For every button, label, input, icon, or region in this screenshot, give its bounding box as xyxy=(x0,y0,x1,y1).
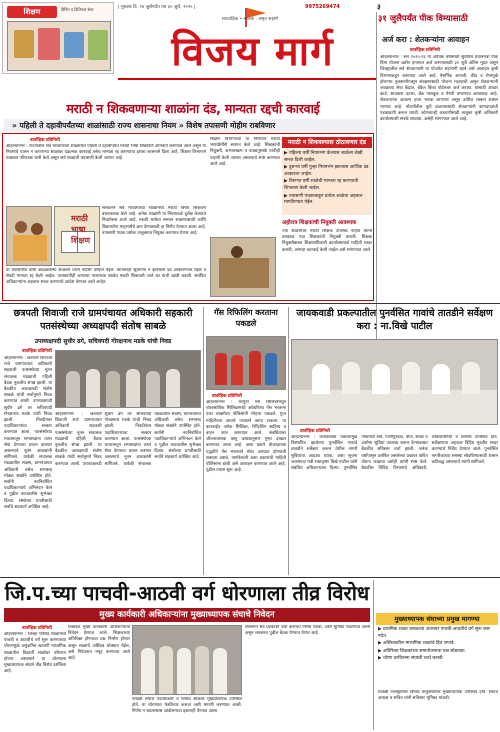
photo-caption: मराठी भाषा शिक्षण xyxy=(71,214,91,245)
masthead-flag-icon xyxy=(240,6,270,28)
lead-sidebar2-title: अहोरात्र शिक्षकांची नियुक्ती आवश्यक xyxy=(282,220,357,226)
bottom-right-point: ▶ अस्तित्वातील माध्यमिक शाळांचे हित जपावे. xyxy=(378,641,455,647)
bottom-right-title: मुख्याध्यापक संघाच्या प्रमुख मागण्या xyxy=(376,613,498,625)
column-divider xyxy=(203,307,204,575)
mid-center-byline: वार्ताहिक प्रतिनिधी xyxy=(212,394,242,399)
mid-left-photo-group xyxy=(55,350,201,408)
lead-sidebar-point: ▶ तिसऱ्या वर्षी शाळेची मान्यता रद्द करण्याची शिफारस केली जाईल. xyxy=(284,179,359,191)
masthead-title: विजय मार्ग xyxy=(171,28,334,75)
ad-image xyxy=(7,21,111,71)
header-advertisement xyxy=(2,2,114,74)
lead-photo-book xyxy=(54,206,100,266)
bottom-headline: जि.प.च्या पाचवी-आठवी वर्ग धोरणाला तीव्र विरोध xyxy=(4,581,370,605)
lead-body-fourth: शिक्षण विभागाच्या या निर्णयाचे मराठी भाषाप्रेमींनी स्वागत केले आहे. शिक्षकांची नियुक्ती, अभ्यासक्रम व पाठ्यपुस्तके यांचीही पाहणी केली जाणार असल्याचे स्पष्ट करण्यात आले आहे. xyxy=(210,137,280,167)
lead-headline: मराठी न शिकवणाऱ्या शाळांना दंड, मान्यता रद्दची कारवाई xyxy=(66,101,320,116)
mid-center-headline: गॅस रिफिलिंग करताना पकडले xyxy=(214,308,278,328)
lead-byline: वार्ताहिक प्रतिनिधी xyxy=(30,138,60,143)
mid-center-body: अहिल्यानगर : घरगुती गॅस सिलिंडरमधून व्यावसायिक सिलिंडरमध्ये अवैधरित्या गॅस भरताना एका व्यक्तीला पोलिसांनी रंगेहाथ पकडले. गुप्त माहितीच्या आधारे पथकाने छापा टाकला. या कारवाईत अनेक सिलिंडर, रिफिलिंग साहित्य व वाहन जप्त करण्यात आले. संबंधितांवर जीवनावश्यक वस्तू कायद्यानुसार गुन्हा दाखल करण्यात आला आहे. अशा प्रकारे धोकादायक पद्धतीने गॅस भरल्याने मोठा अपघात होण्याची शक्यता असते. नागरिकांनी अशा प्रकारांची माहिती पोलिसांना द्यावी असे आवाहन करण्यात आले आहे. पुढील तपास सुरू आहे. xyxy=(206,400,286,474)
lead-sidebar2-body: ज्या शाळांमध्ये मराठी शिक्षक उपलब्ध नाहीत त्यांनी तात्काळ पात्र शिक्षकांची नियुक्ती करावी. शिक्षक नियुक्तीबाबत शिक्षणाधिकारी कार्यालयाकडे माहिती सादर करावी, अन्यथा कारवाई केली जाईल असे सांगण्यात आले. xyxy=(282,229,372,253)
bottom-body-col1: अहिल्यानगर : जिल्हा परिषद शाळांमध्ये पाचवी व आठवीचे वर्ग सुरू करण्याच्या धोरणामुळे अनुदानित खाजगी माध्यमिक शाळांतील विद्यार्थी संख्येवर परिणाम होणार असल्याने या धोरणाला मुख्याध्यापक संघाने तीव्र विरोध दर्शविला आहे. xyxy=(4,632,66,675)
section-divider xyxy=(0,303,500,304)
right-top-body: अहिल्यानगर : सन २०२५-२६ या आर्थिक वर्षासाठी सुधारित प्रधानमंत्री पीक विमा योजना खरीप हंगामात अर्ज करण्यासाठी ३१ जुलै अंतिम मुदत असून जिल्ह्यातील सर्व शेतकऱ्यांनी या योजनेत सहभागी व्हावे असे आवाहन कृषी विभागाकडून करण्यात आले आहे. नैसर्गिक आपत्ती, कीड व रोगांमुळे होणाऱ्या नुकसानीपासून संरक्षणासाठी योजना महत्वाची असून शेतकऱ्यांनी जवळच्या सेवा केंद्रात, बँकेत किंवा पोर्टलवर अर्ज करावा. यासाठी आधार कार्ड, सातबारा उतारा, बँक पासबुक व पेरणी प्रमाणपत्र आवश्यक आहे. शेतकऱ्यांना अत्यल्प हप्ता भरावा लागणार असून उर्वरित रक्कम शासन भरणार आहे. नोंदणीतील त्रुटी टाळण्यासाठी शेतकऱ्यांनी कागदपत्रांची पडताळणी करून घ्यावी. कोणत्याही अडचणीसाठी तालुका कृषी अधिकारी कार्यालयाशी संपर्क साधावा, असेही सांगण्यात आले आहे. xyxy=(380,55,498,123)
column-divider xyxy=(373,580,374,730)
bottom-right-points xyxy=(378,627,498,687)
column-divider xyxy=(376,12,377,342)
ad-caption: प्रिंटिंग व डिजिटल सेवा xyxy=(61,7,94,12)
bottom-body-col3: यावेळी संघाचे पदाधिकारी व विविध शाळांचे मुख्याध्यापक उपस्थित होते. या धोरणाचा फेरविचार करावा अशी मागणी करण्यात आली. निर्णय न बदलल्यास आंदोलनाचा इशाराही देण्यात आला. xyxy=(132,697,242,715)
bottom-body-col4: शासनाने सर्व घटकांशी चर्चा करूनच निर्णय घ्यावा, अशी भूमिका मांडण्यात आली असून लवकरच पुढील बैठक घेण्यात येणार आहे. xyxy=(245,625,370,637)
bottom-subheadline-band: मुख्य कार्यकारी अधिकाऱ्यांना मुख्याध्यापक संघाचे निवेदन xyxy=(4,608,370,622)
bottom-photo-delegation xyxy=(132,625,242,695)
bottom-right-point: ▶ अतिरिक्त शिक्षकांच्या समायोजनाचा प्रश्न सोडवावा. xyxy=(378,648,467,654)
lead-photo-students xyxy=(6,206,52,266)
lead-sidebar-points xyxy=(282,149,372,215)
lead-sidebar-point: ▶ पहिल्या वर्षी नियमभंग केल्यास शाळेला लेखी समज दिली जाईल. xyxy=(284,151,363,163)
lead-body-third: या तपासणीत दोषी आढळलेल्या शाळांना प्रथम नोटीस देण्यात येईल. त्यानंतरही सुधारणा न झाल्यास दंड आकारण्यात येईल व शेवटी मान्यता रद्द केली जाईल. पालकांनीही आपल्या पाल्यांच्या शाळेत मराठी शिकवली जाते का याची खात्री करावी. संबंधित अधिकाऱ्यांना अहवाल सादर करण्याचे आदेश देण्यात आले आहेत. xyxy=(6,268,206,286)
bottom-right-body: यावेळी जिल्ह्यातील विविध तालुक्यांतील मुख्याध्यापक उपस्थित होते. संघाचे अध्यक्ष व सचिव यांनी सविस्तर भूमिका मांडली. xyxy=(378,690,498,702)
mid-left-headline: छत्रपती शिवाजी राजे ग्रामपंचायत अधिकारी सहकारी पतसंस्थेच्या अध्यक्षपदी संतोष साबळे xyxy=(13,308,193,332)
bottom-byline: वार्ताहिक प्रतिनिधी xyxy=(22,626,52,631)
bottom-body-col2: याबाबत मुख्य कार्यकारी अधिकाऱ्यांना निवेदन देण्यात आले. शिक्षकांच्या अतिरिक्त होण्याचा प्रश्न निर्माण होणार असून शाळांचे अस्तित्व धोक्यात येईल, असे निवेदनात नमूद करण्यात आले आहे. xyxy=(68,625,130,662)
lead-sidebar-point: ▶ दुसऱ्या वर्षी पुन्हा नियमभंग झाल्यास आर्थिक दंड आकारला जाईल. xyxy=(284,165,369,177)
column-divider xyxy=(288,307,289,575)
mid-center-photo-cylinders xyxy=(206,336,286,390)
mid-left-subheadline: उपाध्यक्षपदी सुधीर ढगे, सचिवपदी गोरक्षनाथ मडके यांची निवड xyxy=(34,338,172,345)
bottom-right-point: ▶ प्राथमिक शाळा जवळच्या अंतरावर पाचवी-आठवीचे वर्ग सुरू करू नयेत. xyxy=(378,627,491,639)
mid-right-photo-meeting xyxy=(291,339,498,425)
phone-number: 9975269474 xyxy=(305,4,340,10)
mid-right-byline: वार्ताहिक प्रतिनिधी xyxy=(300,429,330,434)
lead-subheadline-band: » पहिली ते दहावीपर्यंतच्या शाळांसाठी राज्य शासनाचा नियम » विशेष तपासणी मोहीम राबविणार xyxy=(4,119,374,132)
lead-sidebar-point: ▶ तपासणी पथकाकडून प्रत्येक शाळेचा अहवाल मागविण्यात येईल. xyxy=(284,193,363,206)
right-top-headline: ३१ जुलैपर्यंत पीक विम्यासाठी xyxy=(378,14,468,24)
page-number: ३ xyxy=(377,3,381,11)
ad-brand-logo: शिक्षण xyxy=(7,6,57,18)
right-top-subheadline: अर्ज करा : शेतकऱ्यांना आवाहन xyxy=(382,35,470,44)
bottom-right-point: ▶ धोरण ठरविताना संघाशी चर्चा करावी. xyxy=(378,656,445,662)
masthead-tagline: साप्ताहिक • मालक : अमृत सहाणे xyxy=(221,17,279,22)
mid-left-body: अहिल्यानगर : छत्रपती शिवाजी राजे ग्रामपंचायत अधिकारी सहकारी पतसंस्थेच्या नूतन संचालक मंडळाची पहिली बैठक नुकतीच संपन्न झाली. या बैठकीत अध्यक्षपदी संतोष साबळे यांची सर्वानुमते निवड करण्यात आली. उपाध्यक्षपदी सुधीर ढगे तर सचिवपदी गोरक्षनाथ मडके यांची निवड झाली. निवडीनंतर पदाधिकाऱ्यांचा सत्कार करण्यात आला. पतसंस्थेच्या माध्यमातून सभासदांना तत्पर सेवा देण्याचा प्रयत्न करणार असल्याचे नूतन अध्यक्षांनी सांगितले. यावेळी संचालक मंडळातील सदस्य, ग्रामपंचायत अधिकारी तसेच सभासद मोठ्या संख्येने उपस्थित होते. सर्वांनी नवनिर्वाचित पदाधिकाऱ्यांचे अभिनंदन केले व पुढील वाटचालीस शुभेच्छा दिल्या. संस्थेच्या प्रगतीसाठी सर्वांचे सहकार्य अपेक्षित आहे. xyxy=(4,356,52,510)
masthead-rule xyxy=(118,78,376,80)
issue-date-line: | गुरुवार दि. २४ जुलैपर्यंत तय ३० जुलै, २०२५ | xyxy=(118,5,196,10)
lead-photo-class xyxy=(210,237,276,297)
mid-left-byline: वार्ताहिक प्रतिनिधी xyxy=(22,349,52,354)
section-divider xyxy=(0,577,500,578)
right-top-byline: वार्ताहिक प्रतिनिधी xyxy=(410,48,440,53)
lead-body-second: सरकारने सर्व माध्यमांच्या शाळांमध्ये मराठी विषय शिकवणे बंधनकारक केले आहे. अनेक शाळांनी या नियमाकडे दुर्लक्ष केल्याचे निदर्शनास आले आहे. मराठी भाषेचा सन्मान राखण्यासाठी आणि विद्यार्थ्यांना मातृभाषेचे ज्ञान देण्यासाठी हा निर्णय घेण्यात आला आहे. तपासणी पथक प्रत्येक तालुक्यात नियुक्त करण्यात येणार आहे. xyxy=(102,206,206,236)
mid-right-body: अहिल्यानगर : जायकवाडी प्रकल्पामुळे विस्थापित झालेल्या पुनर्वसित गावांचे तातडीने सर्वेक्षण करून तेथील नागरी सुविधांचा आढावा घ्यावा, अशा सूचना जलसंपदा मंत्री राधाकृष्ण विखे पाटील यांनी संबंधित अधिकाऱ्यांना दिल्या. पुनर्वसित गावांमध्ये रस्ते, पाणीपुरवठा, वीज, शाळा व आरोग्य सुविधा उपलब्ध करून देण्याबाबत बैठकीत सविस्तर चर्चा झाली. अनेक वर्षांपासून प्रलंबित असलेल्या प्रश्नांवर त्वरित तोडगा काढावा असेही त्यांनी स्पष्ट केले. बैठकीस विविध विभागांचे अधिकारी, लोकप्रतिनिधी व ग्रामस्थ उपस्थित होते. सर्वेक्षणाचा अहवाल विहित मुदतीत सादर करण्याचे निर्देश देण्यात आले. पुनर्वसित नागरिकांच्या समस्या सोडविण्यासाठी शासन कटिबद्ध असल्याचे त्यांनी सांगितले. xyxy=(291,435,498,472)
lead-body-intro: अहिल्यानगर : राज्यातील सर्व माध्यमांच्या शाळांमध्ये पहिली ते दहावीपर्यंत मराठी भाषा शिकविणे अनिवार्य करण्यात आले असून या नियमाचे पालन न करणाऱ्या शाळांवर दंडात्मक कारवाई तसेच मान्यता रद्द करण्याचा इशारा शासनाने दिला आहे. शिक्षण विभागाने याबाबत परिपत्रक जारी केले असून सर्व शाळांची तपासणी केली जाणार आहे. xyxy=(6,144,206,162)
lead-sidebar-title: मराठी न शिकवल्यास ठोठावणार दंड xyxy=(282,137,372,148)
mid-left-body-cont: अहिल्यानगर : छत्रपती शिवाजी राजे ग्रामपंचायत अधिकारी सहकारी पतसंस्थेच्या नूतन संचालक मंडळाची पहिली बैठक नुकतीच संपन्न झाली. या बैठकीत अध्यक्षपदी संतोष साबळे यांची सर्वानुमते निवड करण्यात आली. उपाध्यक्षपदी सुधीर ढगे तर सचिवपदी गोरक्षनाथ मडके यांची निवड झाली. निवडीनंतर पदाधिकाऱ्यांचा सत्कार करण्यात आला. पतसंस्थेच्या माध्यमातून सभासदांना तत्पर सेवा देण्याचा प्रयत्न करणार असल्याचे नूतन अध्यक्षांनी सांगितले. यावेळी संचालक मंडळातील सदस्य, ग्रामपंचायत अधिकारी तसेच सभासद मोठ्या संख्येने उपस्थित होते. सर्वांनी नवनिर्वाचित पदाधिकाऱ्यांचे अभिनंदन केले व पुढील वाटचालीस शुभेच्छा दिल्या. संस्थेच्या प्रगतीसाठी सर्वांचे सहकार्य अपेक्षित आहे. xyxy=(55,412,201,467)
mid-right-headline: जायकवाडी प्रकल्पातील पुनर्वसित गावांचे तातडीने सर्वेक्षण करा : ना.विखे पाटील xyxy=(296,308,493,332)
